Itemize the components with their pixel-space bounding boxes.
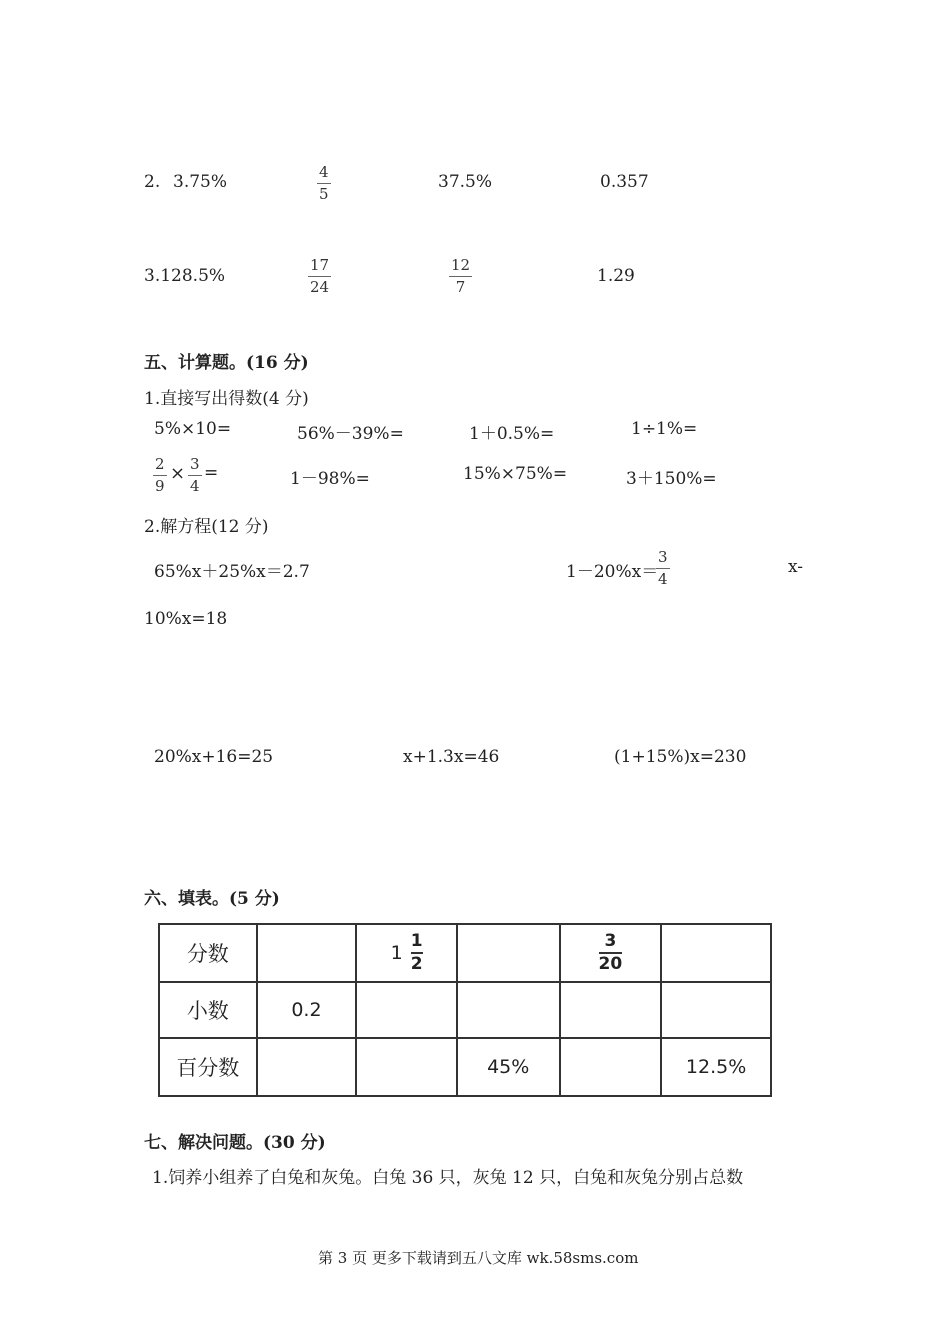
table-cell-fraction bbox=[560, 924, 662, 982]
row-head-decimal: 小数 bbox=[159, 982, 257, 1038]
denominator: 5 bbox=[319, 185, 329, 203]
table-cell[interactable] bbox=[457, 982, 560, 1038]
row3-fraction-b bbox=[308, 258, 331, 295]
row3-fraction-c bbox=[449, 258, 472, 295]
times-sign: × bbox=[170, 463, 186, 484]
numerator: 1 bbox=[410, 931, 423, 951]
row3-label: 3.128.5% bbox=[144, 266, 226, 286]
row2-value-a: 3.75% bbox=[173, 172, 228, 192]
equation-1: 65%x＋25%x＝2.7 bbox=[154, 562, 310, 582]
q1-row2-fraction-1 bbox=[153, 457, 167, 494]
q1-row2-item-4: 3＋150%= bbox=[626, 469, 717, 489]
fraction-bar bbox=[656, 568, 670, 569]
table-cell[interactable] bbox=[560, 1038, 662, 1096]
table-cell[interactable] bbox=[257, 924, 357, 982]
denominator: 20 bbox=[598, 954, 623, 974]
table-row bbox=[159, 982, 771, 1038]
fraction bbox=[599, 933, 623, 973]
table-cell-percent: 12.5% bbox=[661, 1038, 771, 1096]
q1-row2-fraction-2 bbox=[188, 457, 202, 494]
table-cell[interactable] bbox=[257, 1038, 357, 1096]
fraction-bar bbox=[317, 183, 331, 184]
equation-5: x+1.3x=46 bbox=[403, 747, 500, 767]
fraction-bar bbox=[449, 276, 472, 277]
q1-row1-item-2: 56%－39%= bbox=[297, 424, 404, 444]
page-footer: 第 3 页 更多下载请到五八文库 wk.58sms.com bbox=[318, 1249, 639, 1267]
numerator: 12 bbox=[451, 256, 471, 274]
equation-2: 1－20%x＝ bbox=[566, 562, 659, 582]
denominator: 4 bbox=[658, 570, 668, 588]
denominator: 7 bbox=[455, 278, 466, 296]
row2-fraction-b bbox=[317, 165, 331, 202]
row-head-percent: 百分数 bbox=[159, 1038, 257, 1096]
fraction-bar bbox=[153, 475, 167, 476]
equation-3-part1: x- bbox=[788, 557, 804, 577]
fraction-bar bbox=[308, 276, 331, 277]
table-cell[interactable] bbox=[560, 982, 662, 1038]
table-row bbox=[159, 1038, 771, 1096]
denominator: 9 bbox=[155, 477, 165, 495]
section7-heading: 七、解决问题。(30 分) bbox=[144, 1133, 326, 1153]
q2-title: 2.解方程(12 分) bbox=[144, 517, 269, 537]
q1-row1-item-1: 5%×10= bbox=[154, 419, 232, 439]
section5-heading: 五、计算题。(16 分) bbox=[144, 353, 309, 373]
equation-2-fraction bbox=[656, 550, 670, 587]
table-cell[interactable] bbox=[661, 982, 771, 1038]
q1-row2-item-3: 15%×75%= bbox=[463, 464, 568, 484]
row3-value-d: 1.29 bbox=[597, 266, 635, 286]
table-cell[interactable] bbox=[457, 924, 560, 982]
equation-4: 20%x+16=25 bbox=[154, 747, 274, 767]
q1-row2-item-2: 1－98%= bbox=[290, 469, 370, 489]
equation-3-part2: 10%x=18 bbox=[144, 609, 228, 629]
row2-value-c: 37.5% bbox=[438, 172, 493, 192]
numerator: 3 bbox=[190, 455, 200, 473]
table-row bbox=[159, 924, 771, 982]
section6-heading: 六、填表。(5 分) bbox=[144, 889, 280, 909]
denominator: 2 bbox=[410, 954, 423, 974]
fraction-bar bbox=[188, 475, 202, 476]
table-cell[interactable] bbox=[356, 1038, 457, 1096]
q1-row1-item-4: 1÷1%= bbox=[631, 419, 698, 439]
table-cell-decimal: 0.2 bbox=[257, 982, 357, 1038]
fill-table bbox=[158, 923, 772, 1097]
table-cell-percent: 45% bbox=[457, 1038, 560, 1096]
numerator: 3 bbox=[658, 548, 668, 566]
table-cell[interactable] bbox=[356, 982, 457, 1038]
numerator: 2 bbox=[155, 455, 165, 473]
numerator: 17 bbox=[310, 256, 330, 274]
denominator: 24 bbox=[310, 278, 330, 296]
equation-6: (1+15%)x=230 bbox=[614, 747, 747, 767]
problem-1: 1.饲养小组养了白兔和灰兔。白兔 36 只，灰兔 12 只，白兔和灰兔分别占总数 bbox=[152, 1168, 744, 1188]
mixed-fraction bbox=[411, 933, 423, 973]
table-cell[interactable] bbox=[661, 924, 771, 982]
mixed-whole: 1 bbox=[390, 942, 403, 964]
row-head-fraction: 分数 bbox=[159, 924, 257, 982]
equals-sign: = bbox=[204, 463, 219, 483]
numerator: 4 bbox=[319, 163, 329, 181]
denominator: 4 bbox=[190, 477, 200, 495]
row2-label: 2. bbox=[144, 172, 161, 192]
q1-row1-item-3: 1＋0.5%= bbox=[469, 424, 555, 444]
table-cell-mixed-number bbox=[356, 924, 457, 982]
q1-title: 1.直接写出得数(4 分) bbox=[144, 389, 309, 409]
numerator: 3 bbox=[604, 931, 617, 951]
row2-value-d: 0.357 bbox=[600, 172, 649, 192]
